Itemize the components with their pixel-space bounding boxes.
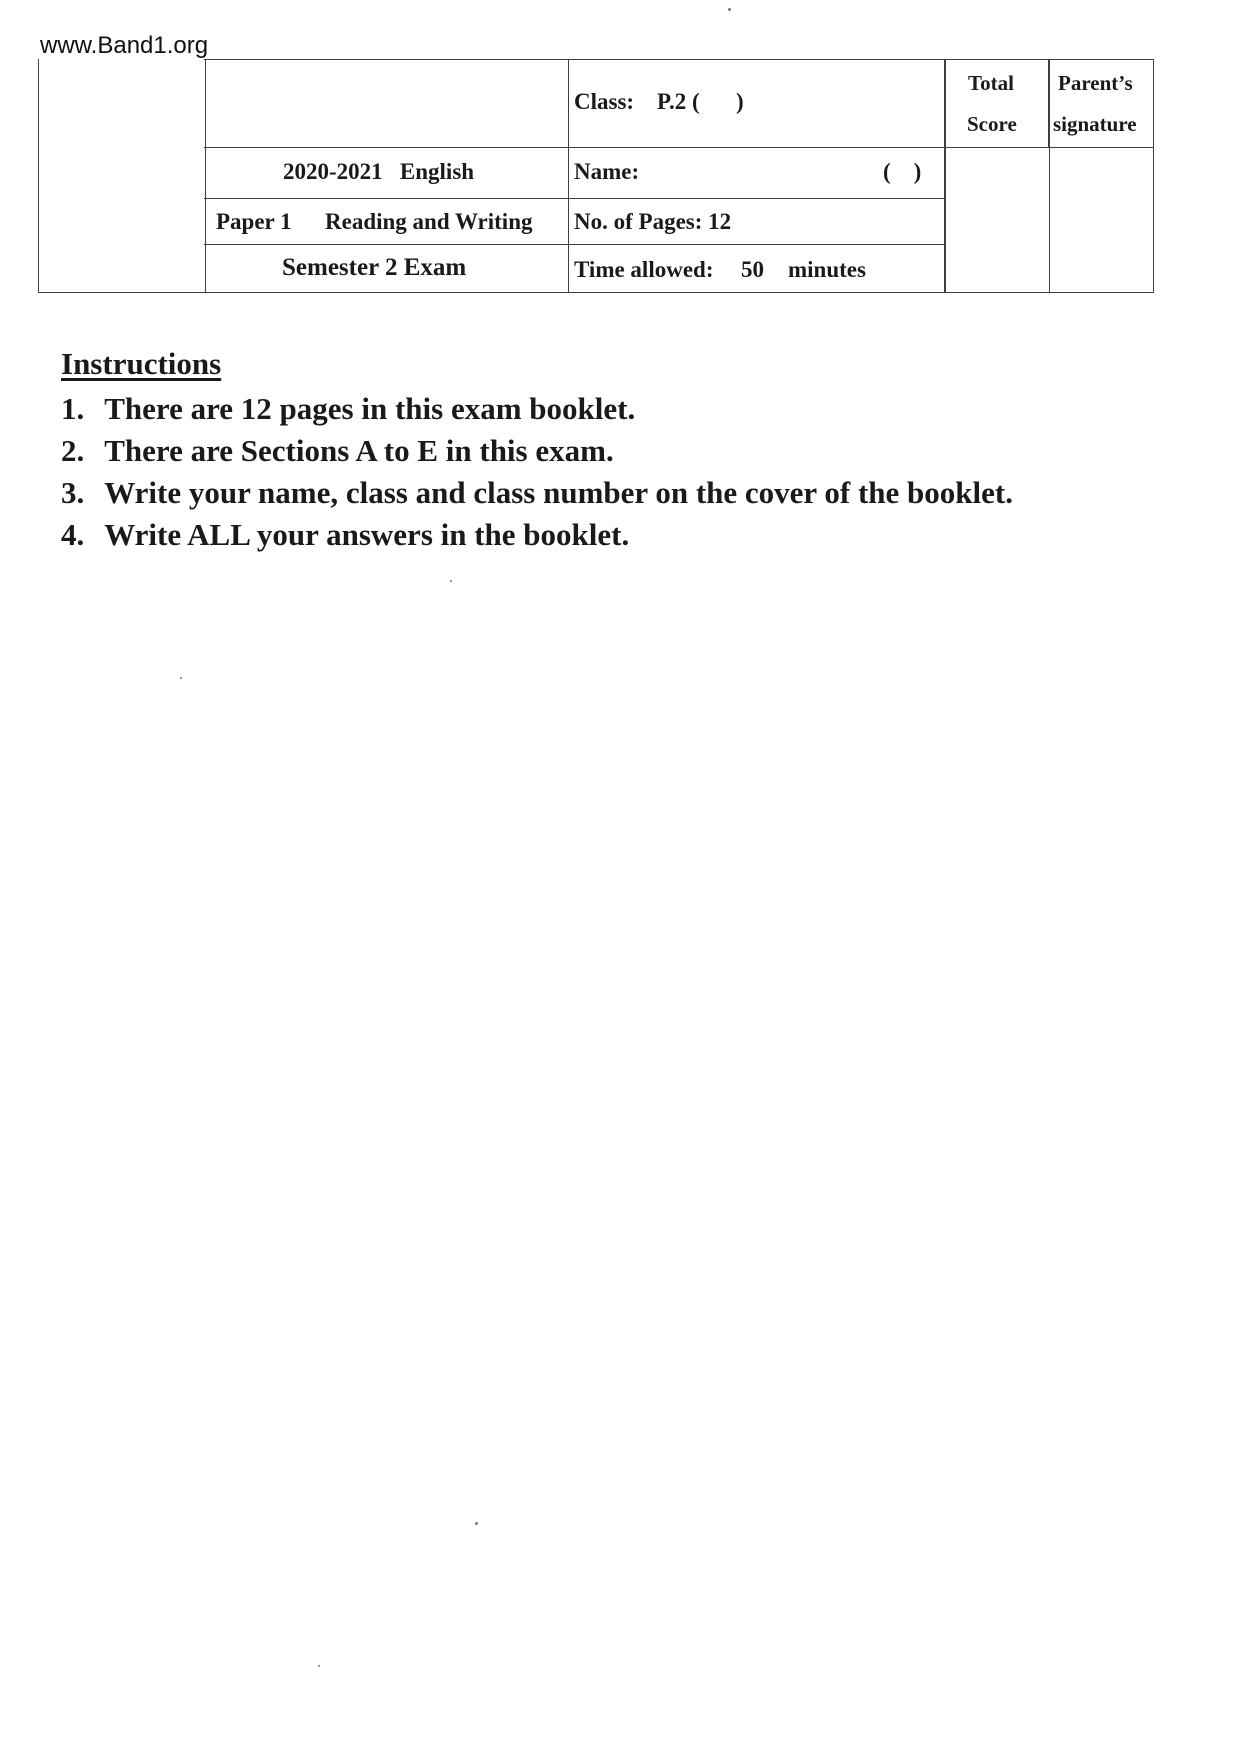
- instructions-list: [61, 388, 1013, 556]
- blank-left-cell: [38, 59, 206, 293]
- time-value: 50: [741, 257, 764, 282]
- blank-top-cell: [204, 59, 570, 148]
- paper-number: Paper 1: [216, 209, 292, 234]
- instruction-text: Write ALL your answers in the booklet.: [104, 517, 630, 552]
- instruction-number: 3.: [61, 475, 85, 510]
- class-value: P.2 (: [657, 89, 700, 114]
- total-score-line2: Score: [967, 112, 1017, 136]
- scan-speck: [318, 1665, 320, 1667]
- instruction-item: [61, 472, 1013, 514]
- name-label: Name:: [574, 159, 640, 184]
- name-parens: ( ): [883, 159, 922, 184]
- paper-title: Reading and Writing: [325, 209, 533, 234]
- parent-line2: signature: [1053, 112, 1137, 136]
- instruction-number: 1.: [61, 391, 85, 426]
- instruction-text: There are Sections A to E in this exam.: [104, 433, 614, 468]
- scan-speck: [180, 677, 182, 679]
- scan-speck: [475, 1522, 478, 1525]
- watermark: www.Band1.org: [40, 32, 209, 59]
- instruction-number: 4.: [61, 517, 85, 552]
- instruction-text: Write your name, class and class number on the cover of the booklet.: [104, 475, 1013, 510]
- scan-speck: [450, 580, 452, 582]
- instruction-number: 2.: [61, 433, 85, 468]
- pages-label: No. of Pages: 12: [574, 209, 732, 234]
- instruction-item: [61, 514, 1013, 556]
- class-close: ): [736, 89, 744, 114]
- time-label: Time allowed:: [574, 257, 714, 282]
- instructions-title: Instructions: [61, 346, 222, 381]
- instruction-text: There are 12 pages in this exam booklet.: [104, 391, 636, 426]
- time-unit: minutes: [788, 257, 866, 282]
- parent-signature-box: [1048, 146, 1154, 293]
- year-subject: 2020-2021 English: [283, 159, 475, 184]
- total-score-line1: Total: [968, 71, 1014, 95]
- class-label: Class:: [574, 89, 635, 114]
- instruction-item: [61, 430, 1013, 472]
- parent-line1: Parent’s: [1058, 71, 1133, 95]
- semester: Semester 2 Exam: [282, 254, 467, 281]
- exam-header-table: [38, 59, 1154, 293]
- scan-speck: [728, 8, 731, 11]
- instruction-item: [61, 388, 1013, 430]
- total-score-box: [944, 146, 1050, 293]
